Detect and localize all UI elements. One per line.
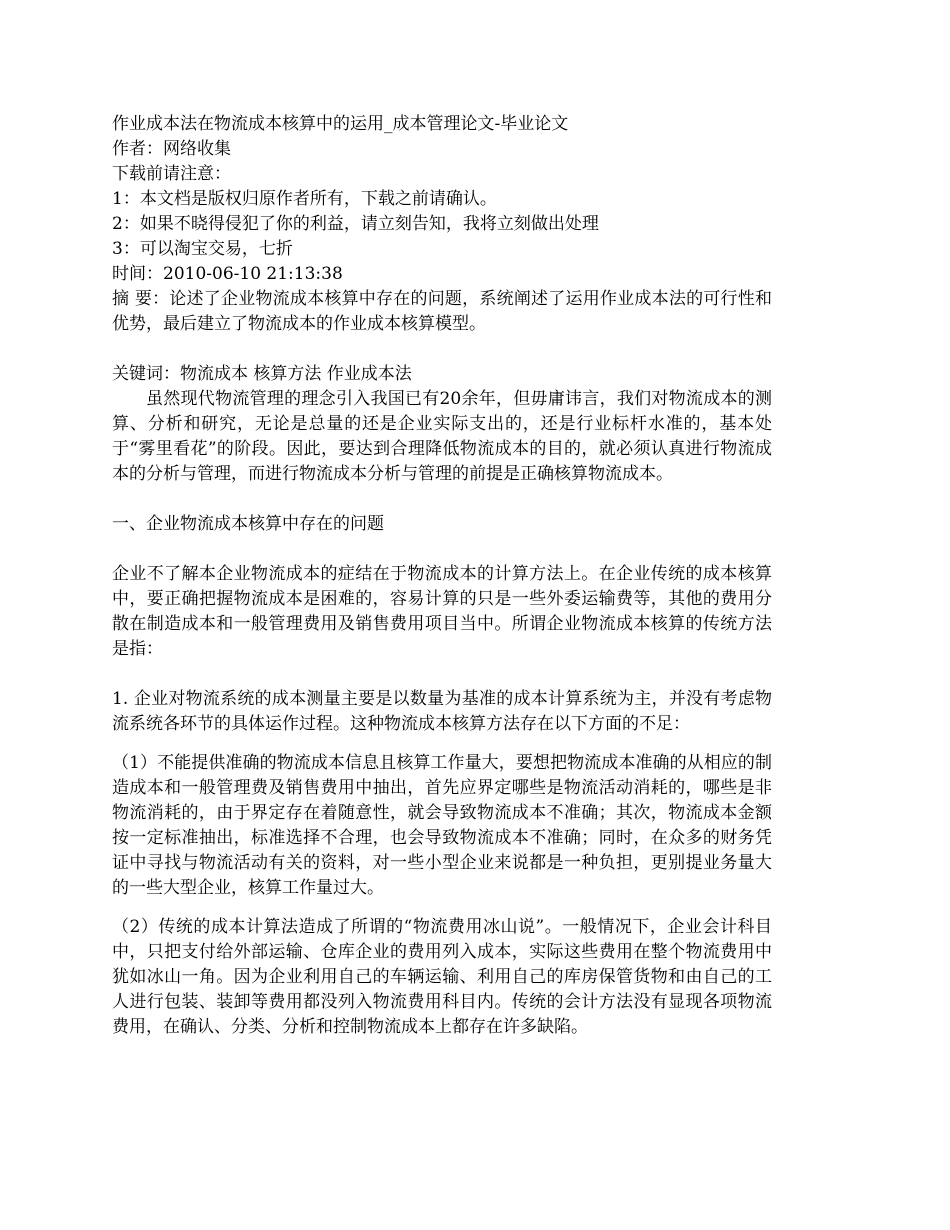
sub-point-2-paragraph: （2）传统的成本计算法造成了所谓的“物流费用冰山说”。一般情况下，企业会计科目中，只把支付给外部运输、仓库企业的费用列入成本，实际这些费用在整个物流费用中犹如冰山一角。因为企业利用自己的车辆运输、利用自己的库房保管货物和由自己的工人进行包装、装卸等费用都没列入物流费用科目内。传统的会计方法没有显现各项物流费用，在确认、分类、分析和控制物流成本上都存在许多缺陷。: [112, 917, 772, 1037]
section-1-paragraph: 企业不了解本企业物流成本的症结在于物流成本的计算方法上。在企业传统的成本核算中，要正确把握物流成本是困难的，容易计算的只是一些外委运输费等，其他的费用分散在制造成本和一般管理费用及销售费用项目当中。所谓企业物流成本核算的传统方法是指：: [112, 564, 772, 659]
abstract-paragraph: 摘 要：论述了企业物流成本核算中存在的问题，系统阐述了运用作业成本法的可行性和优势，最后建立了物流成本的作业成本核算模型。: [112, 289, 772, 334]
time-line: 时间：2010-06-10 21:13:38: [112, 264, 343, 284]
notice-heading: 下载前请注意：: [112, 164, 231, 184]
notice-item-1: 1：本文档是版权归原作者所有，下载之前请确认。: [112, 189, 497, 209]
point-1-paragraph: 1. 企业对物流系统的成本测量主要是以数量为基准的成本计算系统为主，并没有考虑物流系统各环节的具体运作过程。这种物流成本核算方法存在以下方面的不足：: [112, 689, 772, 734]
notice-item-3: 3：可以淘宝交易，七折: [112, 239, 293, 259]
document-title: 作业成本法在物流成本核算中的运用_成本管理论文-毕业论文: [112, 114, 569, 134]
document-page: [112, 112, 772, 1040]
sub-point-1-paragraph: （1）不能提供准确的物流成本信息且核算工作量大，要想把物流成本准确的从相应的制造成本和一般管理费及销售费用中抽出，首先应界定哪些是物流活动消耗的，哪些是非物流消耗的，由于界定存在着随意性，就会导致物流成本不准确；其次，物流成本金额按一定标准抽出，标准选择不合理，也会导致物流成本不准确；同时，在众多的财务凭证中寻找与物流活动有关的资料，对一些小型企业来说都是一种负担，更别提业务量大的一些大型企业，核算工作量过大。: [112, 753, 772, 898]
keywords-line: 关键词：物流成本 核算方法 作业成本法: [112, 364, 412, 384]
author-line: 作者：网络收集: [112, 139, 231, 159]
notice-item-2: 2：如果不晓得侵犯了你的利益，请立刻告知，我将立刻做出处理: [112, 214, 599, 234]
intro-paragraph: 虽然现代物流管理的理念引入我国已有20余年，但毋庸讳言，我们对物流成本的测算、分析和研究，无论是总量的还是企业实际支出的，还是行业标杆水准的，基本处于“雾里看花”的阶段。因此，要达到合理降低物流成本的目的，就必须认真进行物流成本的分析与管理，而进行物流成本分析与管理的前提是正确核算物流成本。: [112, 389, 772, 484]
section-heading-1: 一、企业物流成本核算中存在的问题: [112, 514, 384, 534]
